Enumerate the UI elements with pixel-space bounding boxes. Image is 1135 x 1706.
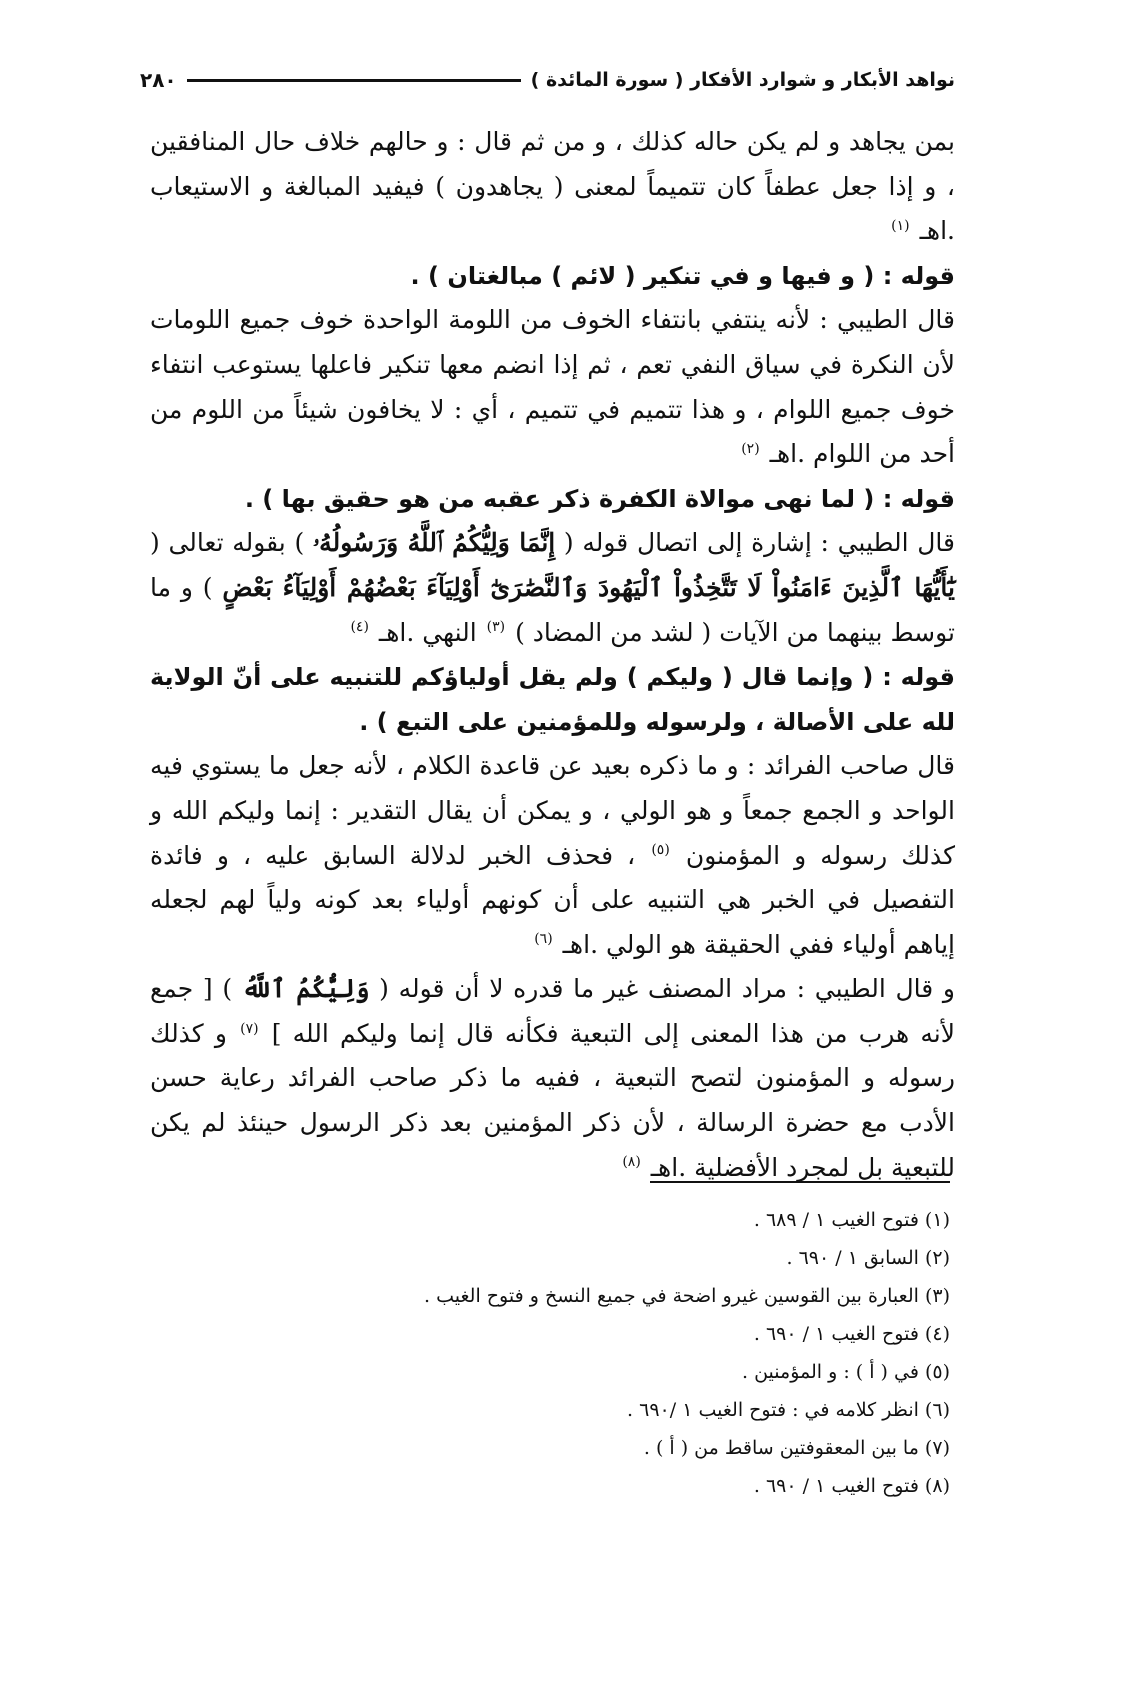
footnote: (٧) ما بين المعقوفتين ساقط من ( أ ) . <box>643 1437 950 1459</box>
paragraph-3-text-d: النهي .اهـ <box>378 617 477 647</box>
paragraph-4 <box>150 744 955 967</box>
footnotes <box>300 1201 950 1505</box>
heading-1: قوله : ( و فيها و في تنكير ( لائم ) مبالغتان ) . <box>410 261 955 290</box>
paragraph-4-text-b: ، فحذف الخبر لدلالة السابق عليه ، و فائدة التفصيل في الخبر هي التنبيه على أن كونهم أولياء بعد كونه ولياً لهم لجعله إياهم أولياء ففي الحقيقة هو الولي .اهـ <box>150 840 955 959</box>
footnote-ref-5: (٥) <box>651 842 670 859</box>
running-header <box>140 60 955 100</box>
footnote: (٤) فتوح الغيب ١ / ٦٩٠ . <box>753 1323 950 1345</box>
footnote-ref-2: (٢) <box>741 440 760 457</box>
paragraph-4-text-a: قال صاحب الفرائد : و ما ذكره بعيد عن قاعدة الكلام ، لأنه جعل ما يستوي فيه الواحد و الجمع جمعاً و هو الولي ، و يمكن أن يقال التقدير : إنما وليكم الله و كذلك رسوله و المؤمنون <box>150 751 955 870</box>
quran-verse-3: وَلِيُّكُمُ ٱللَّهُ <box>241 974 370 1004</box>
paragraph-5-text-b: ) [ جمع لأنه هرب من هذا المعنى إلى التبعية فكأنه قال إنما وليكم الله ] <box>150 974 955 1048</box>
header-rule <box>187 79 521 82</box>
page-number: ٢٨٠ <box>140 68 177 92</box>
main-text <box>150 120 955 1190</box>
paragraph-3-text-a: قال الطيبي : إشارة إلى اتصال قوله ( <box>563 528 955 558</box>
paragraph-5-text-a: و قال الطيبي : مراد المصنف غير ما قدره لا أن قوله ( <box>379 974 955 1004</box>
heading-2: قوله : ( لما نهى موالاة الكفرة ذكر عقبه من هو حقيق بها ) . <box>244 484 955 513</box>
paragraph-5 <box>150 967 955 1190</box>
paragraph-2 <box>150 298 955 476</box>
footnote: (٢) السابق ١ / ٦٩٠ . <box>786 1247 950 1269</box>
footnote-ref-4: (٤) <box>350 619 369 636</box>
paragraph-1-text: بمن يجاهد و لم يكن حاله كذلك ، و من ثم قال : و حالهم خلاف حال المنافقين ، و إذا جعل عطفاً كان تتميماً لمعنى ( يجاهدون ) فيفيد المبالغة و الاستيعاب .اهـ <box>150 127 955 246</box>
footnote-divider <box>650 1181 950 1183</box>
paragraph-3-text-c: ) و ما توسط بينهما من الآيات ( لشد من المضاد ) <box>150 572 955 647</box>
paragraph-5-text-c: و كذلك رسوله و المؤمنون لتصح التبعية ، ففيه ما ذكر صاحب الفرائد رعاية حسن الأدب مع حضرة الرسالة ، لأن ذكر المؤمنين بعد ذكر الرسول حينئذ لم يكن للتبعية بل لمجرد الأفضلية .اهـ <box>150 1018 955 1182</box>
footnote-ref-3: (٣) <box>486 619 506 636</box>
footnote-ref-7: (٧) <box>240 1020 259 1037</box>
quran-verse-1: إِنَّمَا وَلِيُّكُمُ ٱللَّهُ وَرَسُولُهُۥ <box>312 528 556 558</box>
footnote: (١) فتوح الغيب ١ / ٦٨٩ . <box>753 1209 950 1231</box>
heading-3: قوله : ( وإنما قال ( وليكم ) ولم يقل أولياؤكم للتنبيه على أنّ الولاية لله على الأصالة ، ولرسوله وللمؤمنين على التبع ) . <box>150 663 955 736</box>
footnote-ref-8: (٨) <box>622 1154 641 1171</box>
paragraph-3 <box>150 521 955 655</box>
quran-verse-2: يَٰٓأَيُّهَا ٱلَّذِينَ ءَامَنُواْ لَا تَتَّخِذُواْ ٱلْيَهُودَ وَٱلنَّصَٰرَىٰٓ أَوْلِيَآءَ بَعْضُهُمْ أَوْلِيَآءُ بَعْضٍ <box>222 572 955 602</box>
footnote: (٥) في ( أ ) : و المؤمنين . <box>742 1361 950 1383</box>
paragraph-3-text-b: ) بقوله تعالى ( <box>150 528 305 558</box>
footnote: (٨) فتوح الغيب ١ / ٦٩٠ . <box>753 1475 950 1497</box>
footnote-ref-6: (٦) <box>534 931 553 948</box>
paragraph-1 <box>150 120 955 254</box>
header-title: نواهد الأبكار و شوارد الأفكار ( سورة المائدة ) <box>530 69 955 91</box>
footnote: (٣) العبارة بين القوسين غيرو اضحة في جميع النسخ و فتوح الغيب . <box>424 1285 950 1307</box>
paragraph-2-text: قال الطيبي : لأنه ينتفي بانتفاء الخوف من اللومة الواحدة خوف جميع اللومات لأن النكرة في سياق النفي تعم ، ثم إذا انضم معها تنكير فاعلها يستوعب انتفاء خوف جميع اللوام ، و هذا تتميم في تتميم ، أي : لا يخافون شيئاً من اللوم من أحد من اللوام .اهـ <box>150 305 955 469</box>
footnote-ref-1: (١) <box>891 217 910 234</box>
footnote: (٦) انظر كلامه في : فتوح الغيب ١ /٦٩٠ . <box>627 1399 950 1421</box>
